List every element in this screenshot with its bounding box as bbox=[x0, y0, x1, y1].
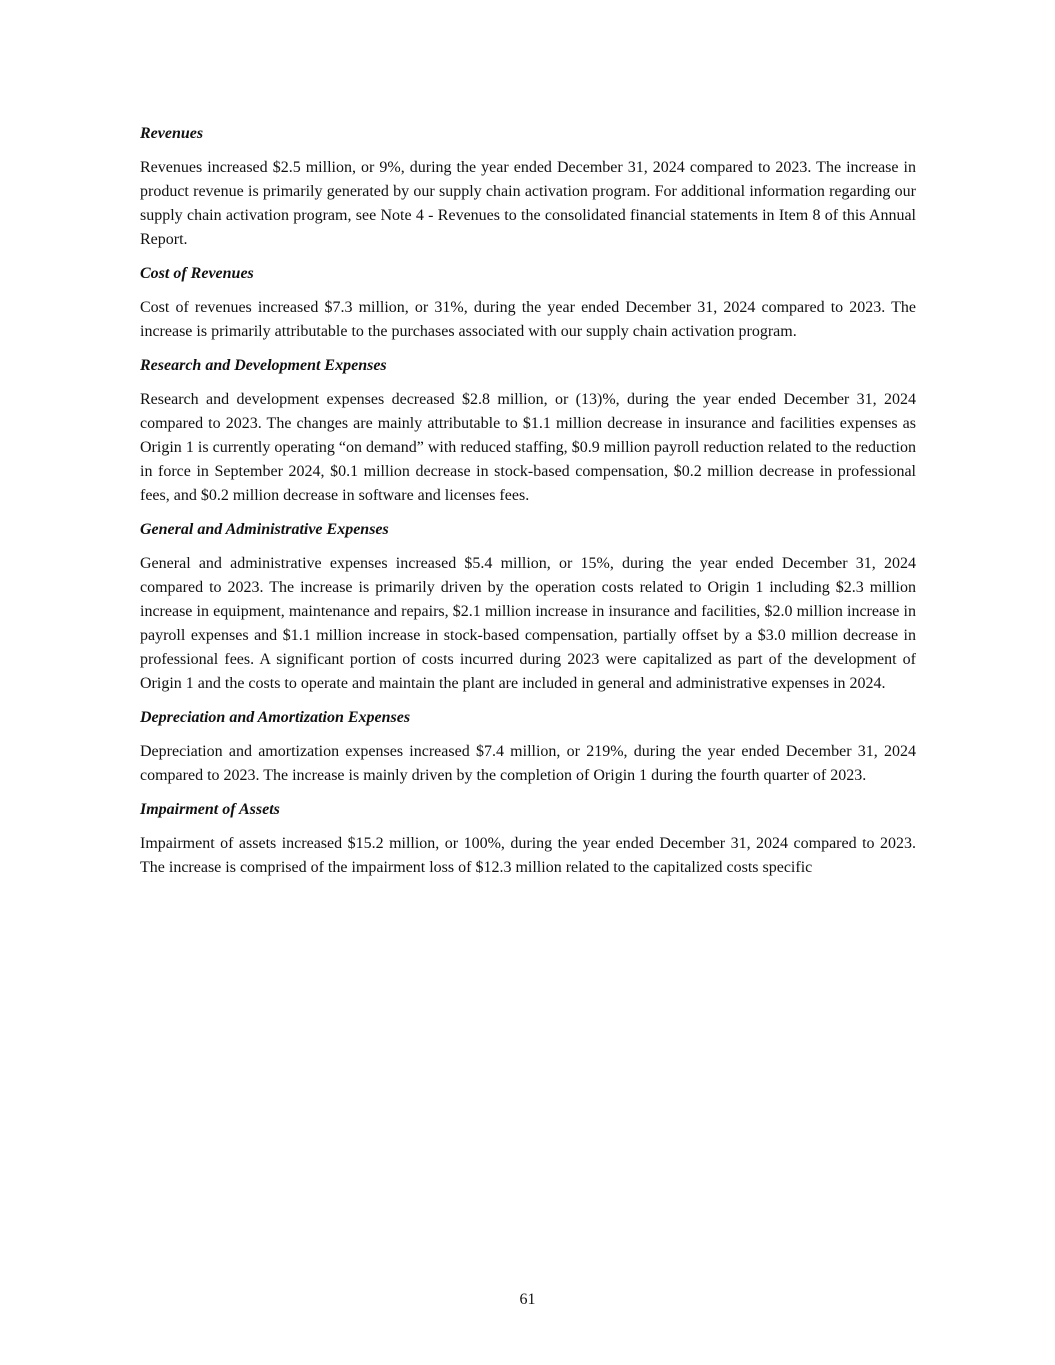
section-cost-of-revenues bbox=[140, 262, 916, 344]
section-heading: Revenues bbox=[140, 125, 204, 142]
section-paragraph: Impairment of assets increased $15.2 million, or 100%, during the year ended December 31, 2024 compared to 2023. The increase is comprised of the impairment loss of $12.3 million related to the capitalized costs specific bbox=[140, 835, 916, 876]
section-heading: Impairment of Assets bbox=[140, 801, 280, 818]
section-paragraph: Cost of revenues increased $7.3 million, or 31%, during the year ended December 31, 2024 compared to 2023. The increase is primarily attributable to the purchases associated with our supply chain activation program. bbox=[140, 299, 916, 340]
document-page bbox=[140, 122, 916, 890]
section-paragraph: Depreciation and amortization expenses increased $7.4 million, or 219%, during the year ended December 31, 2024 compared to 2023. The increase is mainly driven by the completion of Origin 1 during the fourth quarter of 2023. bbox=[140, 743, 916, 784]
section-paragraph: Revenues increased $2.5 million, or 9%, during the year ended December 31, 2024 compared to 2023. The increase in product revenue is primarily generated by our supply chain activation program. For additional information regarding our supply chain activation program, see Note 4 - Revenues to the consolidated financial statements in Item 8 of this Annual Report. bbox=[140, 159, 916, 248]
section-research-and-development bbox=[140, 354, 916, 508]
section-impairment-of-assets bbox=[140, 798, 916, 880]
section-heading: Research and Development Expenses bbox=[140, 357, 387, 374]
section-heading: General and Administrative Expenses bbox=[140, 521, 389, 538]
section-general-and-administrative bbox=[140, 518, 916, 696]
section-paragraph: General and administrative expenses increased $5.4 million, or 15%, during the year ended December 31, 2024 compared to 2023. The increase is primarily driven by the operation costs related to Origin 1 including $2.3 million increase in equipment, maintenance and repairs, $2.1 million increase in insurance and facilities, $2.0 million increase in payroll expenses and $1.1 million increase in stock-based compensation, partially offset by a $3.0 million decrease in professional fees. A significant portion of costs incurred during 2023 were capitalized as part of the development of Origin 1 and the costs to operate and maintain the plant are included in general and administrative expenses in 2024. bbox=[140, 555, 916, 692]
section-heading: Cost of Revenues bbox=[140, 265, 254, 282]
section-depreciation-and-amortization bbox=[140, 706, 916, 788]
page-number: 61 bbox=[519, 1291, 536, 1308]
section-paragraph: Research and development expenses decreased $2.8 million, or (13)%, during the year ended December 31, 2024 compared to 2023. The changes are mainly attributable to $1.1 million decrease in insurance and facilities expenses as Origin 1 is currently operating “on demand” with reduced staffing, $0.9 million payroll reduction related to the reduction in force in September 2024, $0.1 million decrease in stock-based compensation, $0.2 million decrease in professional fees, and $0.2 million decrease in software and licenses fees. bbox=[140, 391, 916, 504]
section-heading: Depreciation and Amortization Expenses bbox=[140, 709, 411, 726]
section-revenues bbox=[140, 122, 916, 252]
